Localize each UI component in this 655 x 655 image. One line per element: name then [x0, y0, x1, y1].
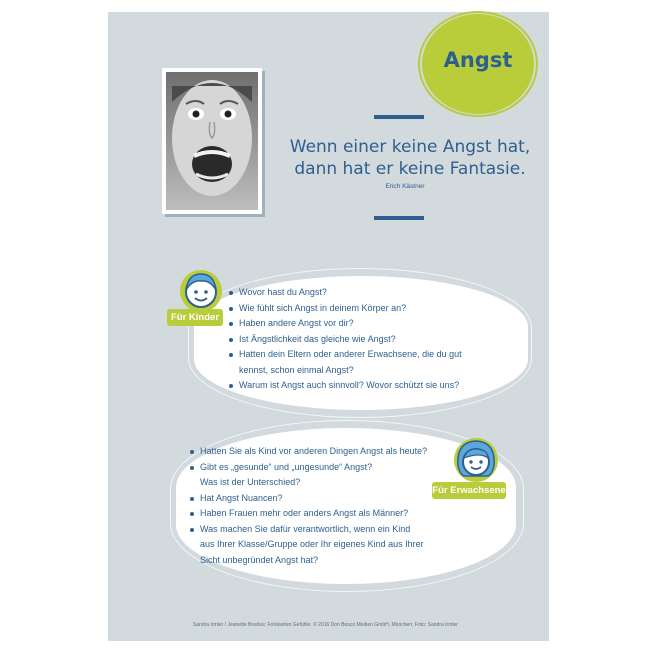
- bullet-icon: [190, 512, 194, 516]
- kids-label: Für Kinder: [167, 309, 223, 326]
- quote-author: Erich Kästner: [385, 183, 425, 190]
- bullet-icon: [229, 384, 233, 388]
- bullet-icon: [229, 338, 233, 342]
- quote-bottom-bar: [374, 216, 424, 220]
- adult-face-icon: [452, 436, 500, 484]
- quote-line-2: dann hat er keine Fantasie.: [294, 159, 526, 179]
- topic-title: Angst: [443, 48, 513, 72]
- quote: [275, 136, 545, 180]
- adults-label: Für Erwachsene: [432, 482, 506, 499]
- bullet-icon: [229, 353, 233, 357]
- bullet-icon: [190, 450, 194, 454]
- kids-question-list: [229, 285, 462, 394]
- list-item: Was machen Sie dafür verantwortlich, wenn ein Kind aus Ihrer Klasse/Gruppe oder Ihr eigenes Kind aus Ihrer Sicht unbegründet Angst hat?: [190, 522, 427, 569]
- bullet-icon: [190, 466, 194, 470]
- list-item: Haben Frauen mehr oder anders Angst als Männer?: [190, 506, 427, 522]
- list-item: Hat Angst Nuancen?: [190, 491, 427, 507]
- list-item: Wie fühlt sich Angst in deinem Körper an?: [229, 301, 462, 317]
- child-face-icon: [178, 268, 224, 314]
- quote-top-bar: [374, 115, 424, 119]
- boy-photo: [162, 68, 262, 214]
- list-item: Wovor hast du Angst?: [229, 285, 462, 301]
- screaming-boy-image: [166, 72, 258, 210]
- list-item: Hatten dein Eltern oder anderer Erwachsene, die du gut kennst, schon einmal Angst?: [229, 347, 462, 378]
- quote-line-1: Wenn einer keine Angst hat,: [289, 137, 531, 157]
- bullet-icon: [229, 307, 233, 311]
- bullet-icon: [190, 497, 194, 501]
- list-item: Warum ist Angst auch sinnvoll? Wovor schützt sie uns?: [229, 378, 462, 394]
- list-item: Haben andere Angst vor dir?: [229, 316, 462, 332]
- list-item: Hatten Sie als Kind vor anderen Dingen Angst als heute?: [190, 444, 427, 460]
- bullet-icon: [229, 322, 233, 326]
- footer-credits: Sandra Irmler / Jeanette Boetius: Fotokarten Gefühle. © 2016 Don Bosco Medien GmbH, München; Foto: Sandra Irmler: [193, 622, 458, 628]
- bullet-icon: [229, 291, 233, 295]
- bullet-icon: [190, 528, 194, 532]
- list-item: Gibt es „gesunde“ und „ungesunde“ Angst? Was ist der Unterschied?: [190, 460, 427, 491]
- adults-question-list: [190, 444, 427, 568]
- list-item: Ist Ängstlichkeit das gleiche wie Angst?: [229, 332, 462, 348]
